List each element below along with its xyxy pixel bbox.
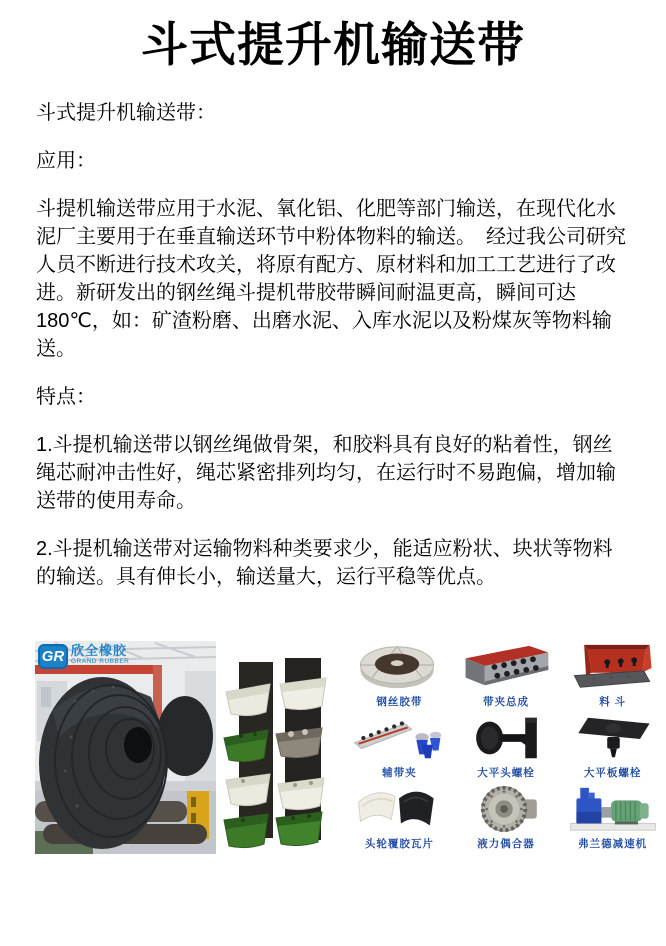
feature-paragraph-1: 1.斗提机输送带以钢丝绳做骨架，和胶料具有良好的粘着性，钢丝绳芯耐冲击性好，绳芯紧密排列均匀，在运行时不易跑偏，增加输送带的使用寿命。	[36, 434, 616, 513]
part-hopper	[559, 641, 666, 709]
part-label: 大平头螺栓	[477, 767, 535, 780]
parts-grid	[346, 641, 666, 851]
part-label: 料 斗	[599, 696, 627, 709]
part-belt-clamp-assembly	[453, 641, 560, 709]
part-label: 弗兰德减速机	[578, 838, 648, 851]
part-label: 钢丝胶带	[376, 696, 423, 709]
factory-scene-image	[35, 641, 216, 854]
part-flender-reducer	[559, 783, 666, 851]
product-image-strip	[0, 641, 666, 854]
feature-paragraph-2: 2.斗提机输送带对运输物料种类要求少，能适应粉状、块状等物料的输送。具有伸长小，输送量大，运行平稳等优点。	[36, 538, 613, 589]
logo-english-name: GRAND RUBBER	[71, 658, 130, 666]
part-aux-belt-clamp	[346, 712, 453, 780]
part-label: 液力偶合器	[477, 838, 535, 851]
intro-line: 斗式提升机输送带：	[36, 102, 216, 125]
part-label: 带夹总成	[482, 696, 529, 709]
part-label: 大平板螺栓	[583, 767, 642, 780]
factory-belt-roll-photo	[35, 641, 216, 854]
part-steel-wire-belt	[346, 641, 453, 709]
part-fluid-coupling	[453, 783, 560, 851]
steel-wire-belt-image	[349, 641, 449, 693]
grand-rubber-logo	[38, 644, 129, 669]
part-label: 头轮覆胶瓦片	[364, 838, 434, 851]
flat-plate-bolt-image	[563, 712, 663, 764]
part-flat-head-bolt	[453, 712, 560, 780]
belt-clamp-assembly-image	[456, 641, 556, 693]
head-wheel-rubber-tile-image	[349, 783, 449, 835]
application-paragraph: 斗提机输送带应用于水泥、氧化铝、化肥等部门输送，在现代化水泥厂主要用于在垂直输送环节中粉体物料的输送。 经过我公司研究人员不断进行技术攻关，将原有配方、原材料和加工工艺进行了改进。新研发出的钢丝绳斗提机带胶带瞬间耐温更高，瞬间可达180℃，如：矿渣粉磨、出磨水泥、入库水泥以及粉煤灰等物料输送。	[36, 198, 626, 361]
part-head-wheel-rubber-tile	[346, 783, 453, 851]
bucket-board-image	[223, 654, 335, 850]
heading-application: 应用：	[36, 150, 96, 173]
page-title: 斗式提升机输送带	[141, 18, 525, 71]
aux-belt-clamp-image	[349, 712, 449, 764]
part-flat-plate-bolt	[559, 712, 666, 780]
part-label: 辅带夹	[382, 767, 417, 780]
hopper-image	[563, 641, 663, 693]
flender-reducer-image	[563, 783, 663, 835]
elevator-buckets-photo	[223, 654, 335, 850]
flat-head-bolt-image	[456, 712, 556, 764]
grand-rubber-logo-icon: GR	[38, 644, 68, 669]
fluid-coupling-image	[456, 783, 556, 835]
product-description	[36, 99, 631, 591]
heading-features: 特点：	[36, 386, 96, 409]
logo-chinese-name: 欣全橡胶	[71, 643, 128, 659]
